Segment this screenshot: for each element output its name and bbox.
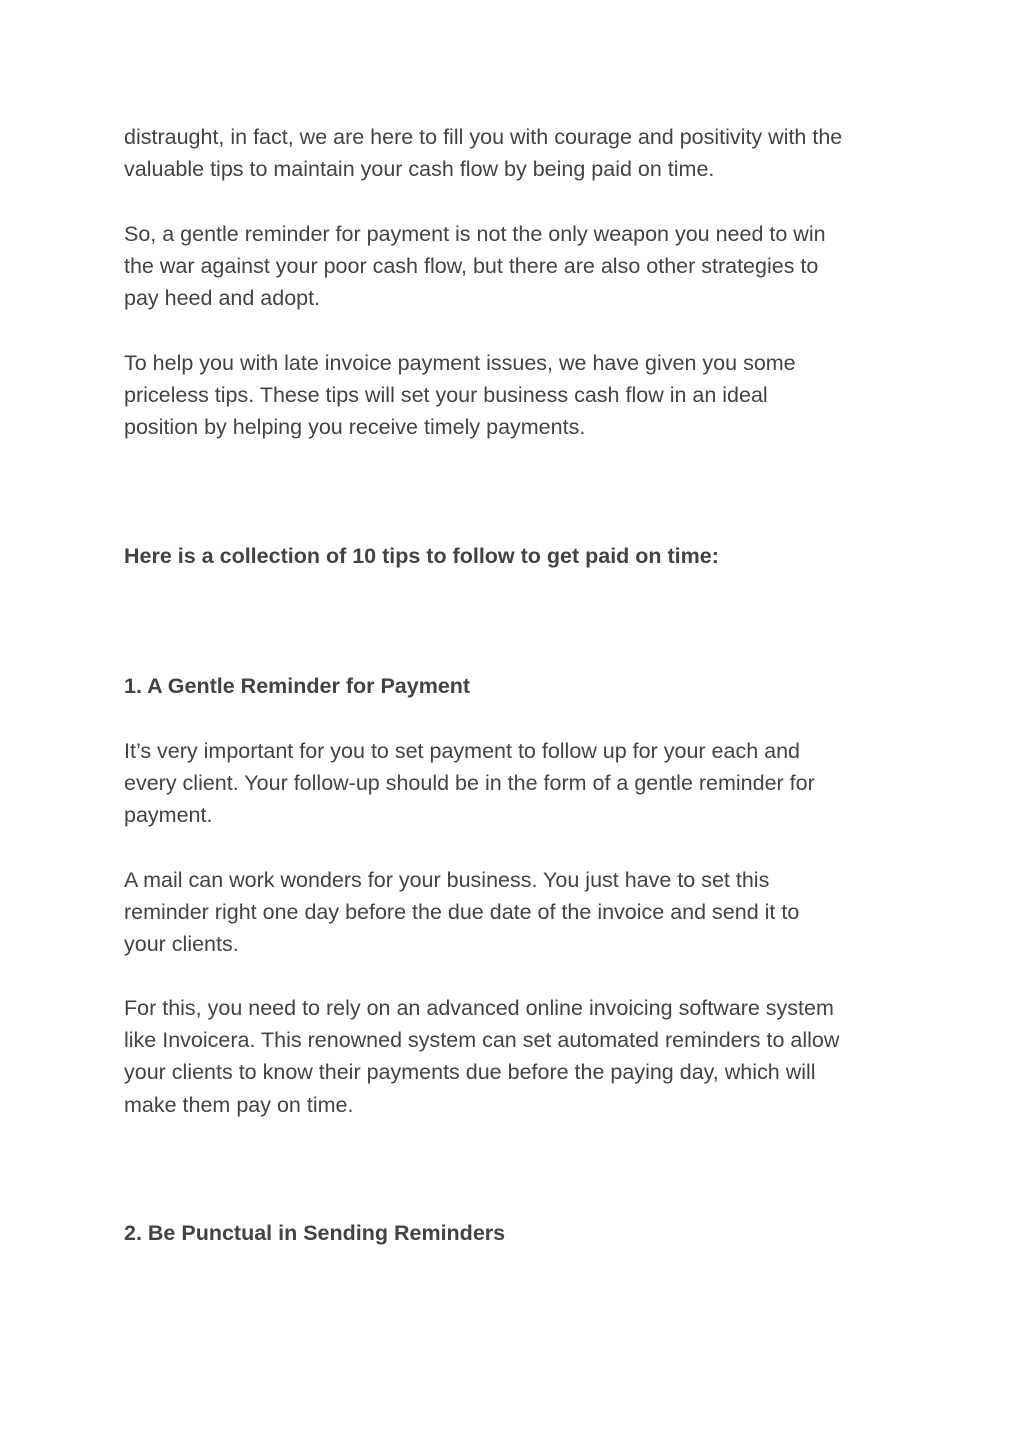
heading-text: Here is a collection of 10 tips to follow to get paid on time: [124, 544, 719, 568]
text-line: every client. Your follow-up should be in the form of a gentle reminder for [124, 771, 815, 796]
text-line: It’s very important for you to set payment to follow up for your each and [124, 739, 801, 763]
text-line: your clients to know their payments due before the paying day, which will [124, 1060, 816, 1085]
tip-1-paragraph-invoicera [124, 992, 914, 1121]
text-line: valuable tips to maintain your cash flow by being paid on time. [124, 157, 715, 182]
text-line: the war against your poor cash flow, but there are also other strategies to [124, 254, 819, 279]
text-line: payment. [124, 803, 213, 828]
tip-2-heading [124, 1217, 914, 1249]
text-line: distraught, in fact, we are here to fill you with courage and positivity with the [124, 125, 843, 149]
text-line: pay heed and adopt. [124, 286, 321, 311]
text-line: your clients. [124, 932, 239, 957]
tip-1-heading [124, 670, 914, 702]
heading-text: 1. A Gentle Reminder for Payment [124, 674, 471, 698]
text-line: position by helping you receive timely payments. [124, 415, 586, 440]
text-line: So, a gentle reminder for payment is not the only weapon you need to win [124, 222, 826, 246]
heading-text: 2. Be Punctual in Sending Reminders [124, 1221, 506, 1245]
text-line: make them pay on time. [124, 1092, 354, 1117]
text-line: reminder right one day before the due date of the invoice and send it to [124, 900, 800, 925]
collection-heading [124, 540, 914, 572]
tip-1-paragraph-mail [124, 864, 914, 961]
text-line: like Invoicera. This renowned system can set automated reminders to allow [124, 1028, 840, 1053]
intro-paragraph [124, 121, 914, 185]
text-line: To help you with late invoice payment issues, we have given you some [124, 351, 796, 375]
paragraph-weapon [124, 218, 914, 315]
text-line: priceless tips. These tips will set your business cash flow in an ideal [124, 383, 768, 408]
text-line: For this, you need to rely on an advanced online invoicing software system [124, 996, 834, 1020]
tip-1-paragraph-follow-up [124, 735, 914, 832]
text-line: A mail can work wonders for your business. You just have to set this [124, 868, 770, 892]
paragraph-priceless-tips [124, 347, 914, 444]
